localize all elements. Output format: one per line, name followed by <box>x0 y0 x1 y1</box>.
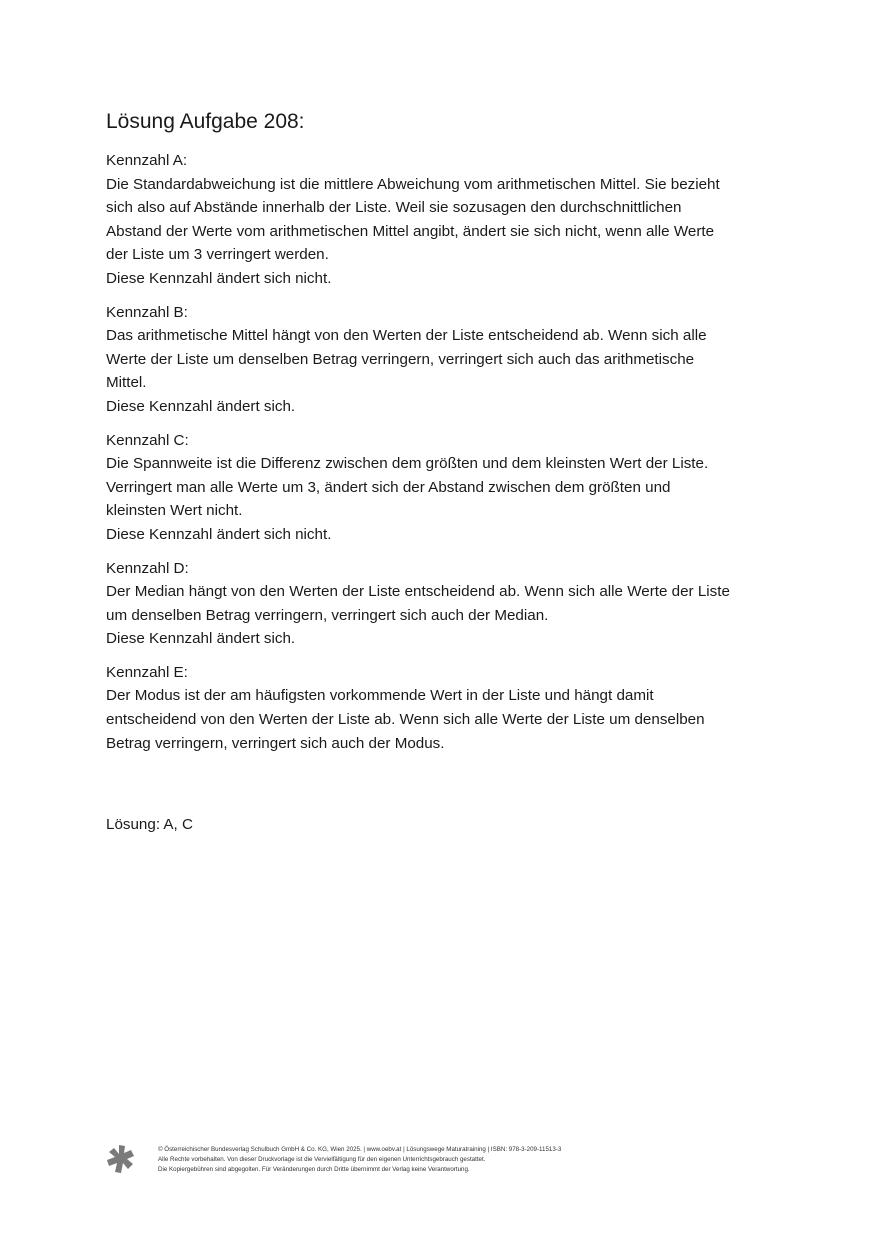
section-line: Betrag verringern, verringert sich auch der Modus. <box>106 734 445 752</box>
section-line: Das arithmetische Mittel hängt von den Werten der Liste entscheidend ab. Wenn sich alle <box>106 327 707 345</box>
section-line: kleinsten Wert nicht. <box>106 502 243 520</box>
section-heading: Kennzahl B: <box>106 303 188 321</box>
section-line: Verringert man alle Werte um 3, ändert sich der Abstand zwischen dem größten und <box>106 478 671 496</box>
section-heading: Kennzahl D: <box>106 559 189 577</box>
section-heading: Kennzahl C: <box>106 431 189 449</box>
section-line: Abstand der Werte vom arithmetischen Mittel angibt, ändert sie sich nicht, wenn alle Werte <box>106 222 715 240</box>
section-heading: Kennzahl A: <box>106 152 188 169</box>
page-title: Lösung Aufgabe 208: <box>106 110 305 133</box>
section-line: Der Modus ist der am häufigsten vorkommende Wert in der Liste und hängt damit <box>106 687 654 705</box>
section-kennzahl-d <box>106 557 790 651</box>
section-conclusion: Diese Kennzahl ändert sich nicht. <box>106 525 332 543</box>
section-heading: Kennzahl E: <box>106 663 188 681</box>
section-conclusion: Diese Kennzahl ändert sich. <box>106 397 296 415</box>
section-line: Die Standardabweichung ist die mittlere Abweichung vom arithmetischen Mittel. Sie bezieht <box>106 175 720 193</box>
section-kennzahl-e <box>106 661 790 755</box>
section-line: entscheidend von den Werten der Liste ab. Wenn sich alle Werte der Liste um denselben <box>106 711 705 729</box>
footer-text <box>158 1145 561 1175</box>
solution-content <box>106 149 790 765</box>
final-solution: Lösung: A, C <box>106 816 193 833</box>
section-line: Werte der Liste um denselben Betrag verringern, verringert sich auch das arithmetische <box>106 350 695 368</box>
section-kennzahl-a <box>106 149 790 291</box>
section-kennzahl-b <box>106 301 790 419</box>
footer-copyright-line: © Österreichischer Bundesverlag Schulbuch GmbH & Co. KG, Wien 2025. | www.oebv.at | Lösungswege Maturatraining | ISBN: 978-3-209-11513-3 <box>158 1146 562 1153</box>
footer-disclaimer-line: Die Kopiergebühren sind abgegolten. Für Veränderungen durch Dritte übernimmt der Verlag keine Verantwortung. <box>158 1166 470 1173</box>
section-line: Mittel. <box>106 374 147 392</box>
section-line: sich also auf Abstände innerhalb der Liste. Weil sie sozusagen den durchschnittlichen <box>106 199 682 217</box>
section-line: der Liste um 3 verringert werden. <box>106 246 329 264</box>
footer-rights-line: Alle Rechte vorbehalten. Von dieser Druckvorlage ist die Vervielfältigung für den eigenen Unterrichtsgebrauch gestattet. <box>158 1156 486 1163</box>
section-line: Der Median hängt von den Werten der Liste entscheidend ab. Wenn sich alle Werte der Liste <box>106 583 730 601</box>
section-line: um denselben Betrag verringern, verringert sich auch der Median. <box>106 606 549 624</box>
publisher-logo-icon <box>106 1145 136 1175</box>
section-conclusion: Diese Kennzahl ändert sich. <box>106 630 296 648</box>
section-conclusion: Diese Kennzahl ändert sich nicht. <box>106 269 332 287</box>
section-kennzahl-c <box>106 429 790 547</box>
section-line: Die Spannweite ist die Differenz zwischen dem größten und dem kleinsten Wert der Liste. <box>106 455 709 473</box>
footer <box>106 1145 706 1175</box>
